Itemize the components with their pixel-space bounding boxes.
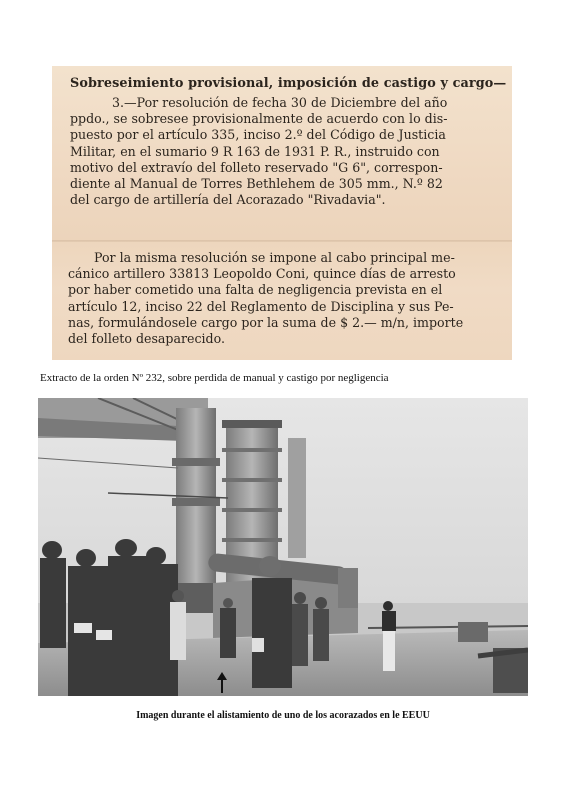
newspaper-clipping-bottom bbox=[52, 242, 512, 360]
photo-caption: Imagen durante el alistamiento de uno de los acorazados en le EEUU bbox=[136, 710, 430, 721]
clipping-line: 3.—Por resolución de fecha 30 de Diciembre del año bbox=[112, 95, 448, 110]
clipping-line: ppdo., se sobresee provisionalmente de acuerdo con lo dis- bbox=[70, 111, 448, 127]
clipping-line: artículo 12, inciso 22 del Reglamento de Disciplina y sus Pe- bbox=[68, 298, 454, 314]
clipping-line: Militar, en el sumario 9 R 163 de 1931 P. R., instruido con bbox=[70, 143, 440, 159]
battleship-deck-illustration bbox=[38, 398, 528, 696]
clipping-line: Por la misma resolución se impone al cabo principal me- bbox=[94, 250, 455, 265]
clipping-line: cánico artillero 33813 Leopoldo Coni, quince días de arresto bbox=[68, 266, 456, 282]
clipping-line: del cargo de artillería del Acorazado "Rivadavia". bbox=[70, 192, 386, 208]
battleship-photo bbox=[38, 398, 528, 696]
clipping-caption: Extracto de la orden Nº 232, sobre perdida de manual y castigo por negligencia bbox=[40, 372, 389, 384]
newspaper-clipping-top bbox=[52, 66, 512, 242]
clipping-line: diente al Manual de Torres Bethlehem de 305 mm., N.º 82 bbox=[70, 176, 443, 192]
clipping-line: puesto por el artículo 335, inciso 2.º del Código de Justicia bbox=[70, 127, 446, 143]
clipping-heading: Sobreseimiento provisional, imposición de castigo y cargo— bbox=[70, 76, 507, 91]
clipping-line: motivo del extravío del folleto reservado "G 6", correspon- bbox=[70, 159, 443, 175]
clipping-line: nas, formulándosele cargo por la suma de $ 2.— m/n, importe bbox=[68, 314, 464, 330]
clipping-line: por haber cometido una falta de negligencia prevista en el bbox=[68, 282, 443, 298]
clipping-line: del folleto desaparecido. bbox=[68, 331, 225, 347]
